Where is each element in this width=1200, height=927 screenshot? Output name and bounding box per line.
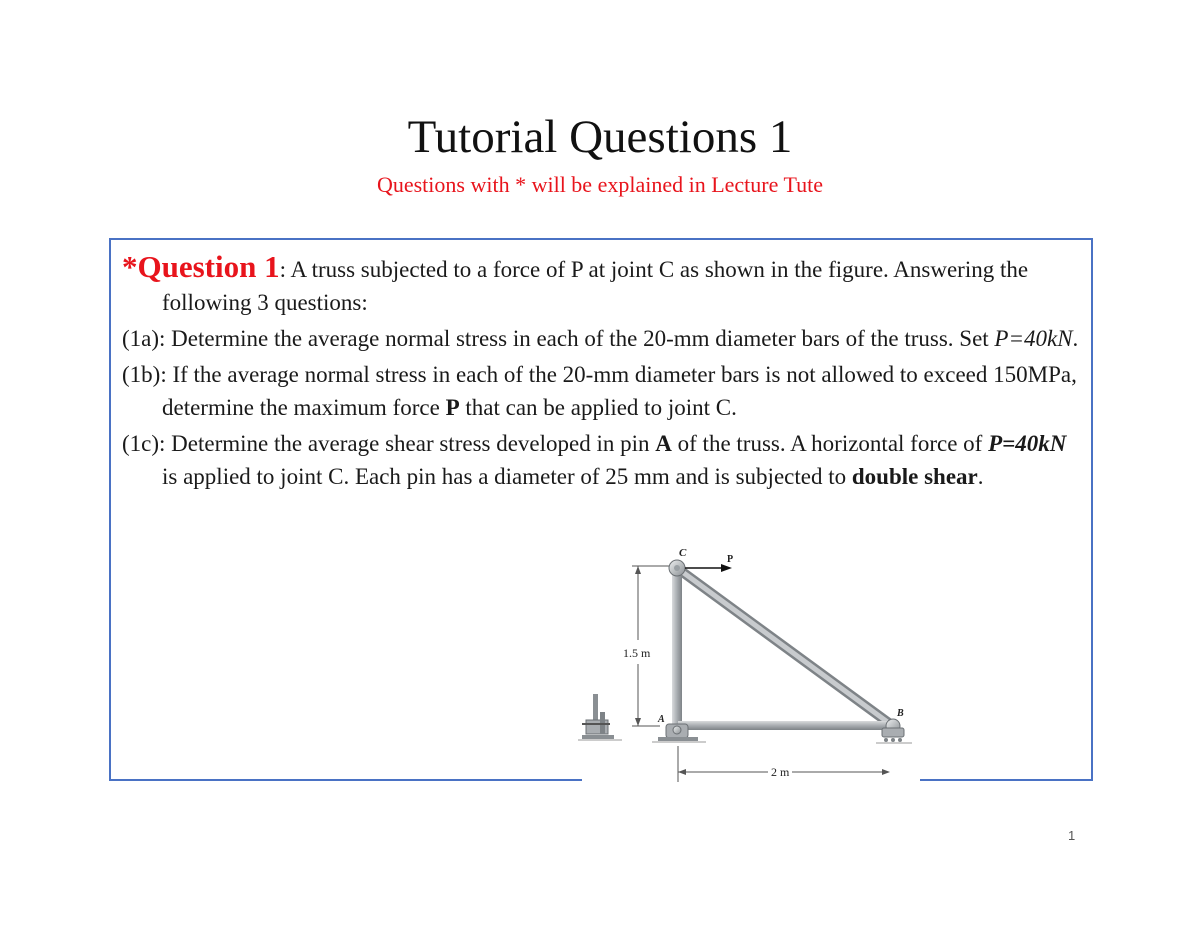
part-1c xyxy=(122,427,1082,493)
part-1c-value: P=40kN xyxy=(988,431,1067,456)
part-1a-label: (1a): xyxy=(122,326,172,351)
member-ca xyxy=(672,568,682,730)
force-p-label: P xyxy=(727,554,734,565)
joint-c-label: C xyxy=(679,547,687,559)
pin-side-view xyxy=(578,694,622,740)
part-1a xyxy=(122,322,1082,355)
part-1c-end: . xyxy=(977,464,984,489)
page-subtitle: Questions with * will be explained in Lecture Tute xyxy=(376,172,824,197)
part-1c-text3: is applied to joint C. Each pin has a diameter of 25 mm and is subjected to xyxy=(162,464,852,489)
joint-c-pin xyxy=(674,565,680,571)
part-1c-bold2: double shear xyxy=(851,464,978,489)
part-1c-text1: Determine the average shear stress developed in pin xyxy=(171,431,656,456)
height-label: 1.5 m xyxy=(623,646,651,660)
part-1b-label: (1b): xyxy=(122,362,173,387)
page-number: 1 xyxy=(1068,828,1076,843)
part-1b-end: that can be applied to joint C. xyxy=(459,395,737,420)
part-1b-text: If the average normal stress in each of the 20-mm diameter bars is not allowed to exceed 150MPa, determine the maximum force xyxy=(162,362,1077,420)
part-1b xyxy=(122,358,1082,424)
question-text xyxy=(122,250,1082,496)
member-cb xyxy=(677,568,893,726)
part-1a-end: . xyxy=(1072,326,1079,351)
part-1c-label: (1c): xyxy=(122,431,172,456)
member-ab xyxy=(678,721,894,730)
question-intro xyxy=(122,250,1082,319)
page-title: Tutorial Questions 1 xyxy=(407,111,793,163)
width-label: 2 m xyxy=(771,765,790,779)
part-1b-bold: P xyxy=(445,395,460,420)
question-intro-text: : A truss subjected to a force of P at joint C as shown in the figure. Answering the following 3 questions: xyxy=(162,257,1029,315)
part-1a-value: P=40kN xyxy=(994,326,1073,351)
force-p-arrow xyxy=(685,564,732,572)
truss-figure xyxy=(560,540,940,790)
joint-b-label: B xyxy=(897,708,904,719)
part-1c-text2: of the truss. A horizontal force of xyxy=(671,431,989,456)
part-1a-text: Determine the average normal stress in each of the 20-mm diameter bars of the truss. Set xyxy=(171,326,995,351)
part-1c-bold1: A xyxy=(655,431,672,456)
joint-a-label: A xyxy=(658,714,665,725)
question-heading: *Question 1 xyxy=(122,249,280,284)
